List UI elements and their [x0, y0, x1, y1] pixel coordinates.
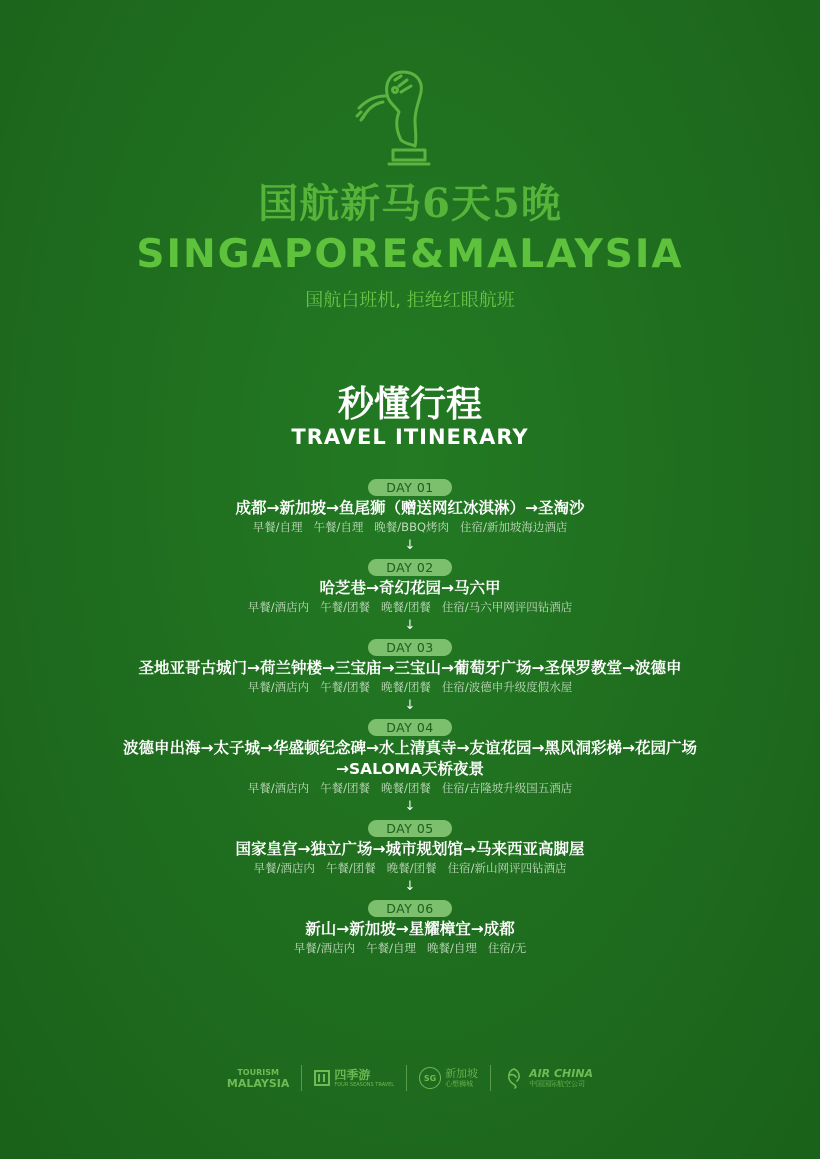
down-arrow-icon: ↓	[404, 618, 416, 633]
day-badge: DAY 01	[368, 479, 452, 496]
day-meals: 早餐/酒店内 午餐/自理 晚餐/自理 住宿/无	[293, 941, 527, 955]
sg-badge-icon: SG	[419, 1067, 441, 1089]
day-route: 国家皇宫→独立广场→城市规划馆→马来西亚高脚屋	[235, 840, 585, 858]
partner-logos	[0, 1058, 820, 1098]
day-route: 哈芝巷→奇幻花园→马六甲	[319, 579, 501, 597]
page-subtitle: 国航白班机, 拒绝红眼航班	[305, 290, 515, 311]
day-meals: 早餐/酒店内 午餐/团餐 晚餐/团餐 住宿/波德申升级度假水屋	[247, 680, 573, 694]
down-arrow-icon: ↓	[404, 879, 416, 894]
itinerary-day	[0, 637, 820, 695]
sijiyou-logo	[302, 1068, 406, 1089]
air-china-logo	[491, 1067, 605, 1089]
sijiyou-subtitle: FOUR SEASONS TRAVEL	[334, 1081, 395, 1088]
tourism-malaysia-line2: MALAYSIA	[226, 1077, 290, 1090]
day-meals: 早餐/酒店内 午餐/团餐 晚餐/团餐 住宿/新山网评四钻酒店	[253, 861, 567, 875]
itinerary-list	[0, 477, 820, 956]
singapore-name: 新加坡	[445, 1066, 479, 1080]
day-route: 圣地亚哥古城门→荷兰钟楼→三宝庙→三宝山→葡萄牙广场→圣保罗教堂→波德申	[138, 659, 682, 677]
day-meals: 早餐/酒店内 午餐/团餐 晚餐/团餐 住宿/吉隆坡升级国五酒店	[247, 781, 573, 795]
itinerary-day	[0, 477, 820, 535]
air-china-subtitle: 中国国际航空公司	[529, 1079, 586, 1088]
itinerary-day	[0, 717, 820, 796]
itinerary-day	[0, 898, 820, 956]
day-badge: DAY 02	[368, 559, 452, 576]
merlion-logo-icon	[355, 66, 437, 170]
tourism-malaysia-line1: TOURISM	[237, 1068, 279, 1077]
section-title-english: TRAVEL ITINERARY	[291, 425, 529, 449]
day-route: 成都→新加坡→鱼尾狮（赠送网红冰淇淋）→圣淘沙	[235, 499, 585, 517]
singapore-logo	[407, 1067, 490, 1089]
air-china-phoenix-icon	[503, 1067, 525, 1089]
day-meals: 早餐/自理 午餐/自理 晚餐/BBQ烤肉 住宿/新加坡海边酒店	[252, 520, 568, 534]
page-title: 国航新马6天5晚	[258, 180, 562, 227]
singapore-subtitle: 心想狮城	[445, 1079, 474, 1088]
day-route: 新山→新加坡→星耀樟宜→成都	[305, 920, 515, 938]
page-title-english: SINGAPORE&MALAYSIA	[136, 232, 684, 277]
section-title: 秒懂行程	[337, 383, 482, 425]
itinerary-day	[0, 818, 820, 876]
day-badge: DAY 05	[368, 820, 452, 837]
day-badge: DAY 06	[368, 900, 452, 917]
down-arrow-icon: ↓	[404, 799, 416, 814]
day-badge: DAY 03	[368, 639, 452, 656]
day-meals: 早餐/酒店内 午餐/团餐 晚餐/团餐 住宿/马六甲网评四钻酒店	[247, 600, 573, 614]
sijiyou-name: 四季游	[334, 1067, 371, 1082]
down-arrow-icon: ↓	[404, 698, 416, 713]
tourism-malaysia-logo	[215, 1067, 301, 1089]
day-badge: DAY 04	[368, 719, 452, 736]
itinerary-day	[0, 557, 820, 615]
down-arrow-icon: ↓	[404, 538, 416, 553]
sijiyou-mark-icon	[314, 1070, 330, 1086]
day-route: 波德申出海→太子城→华盛顿纪念碑→水上清真寺→友谊花园→黑风洞彩梯→花园广场→SALOMA天桥夜景	[123, 739, 697, 778]
air-china-name: AIR CHINA	[529, 1066, 594, 1080]
